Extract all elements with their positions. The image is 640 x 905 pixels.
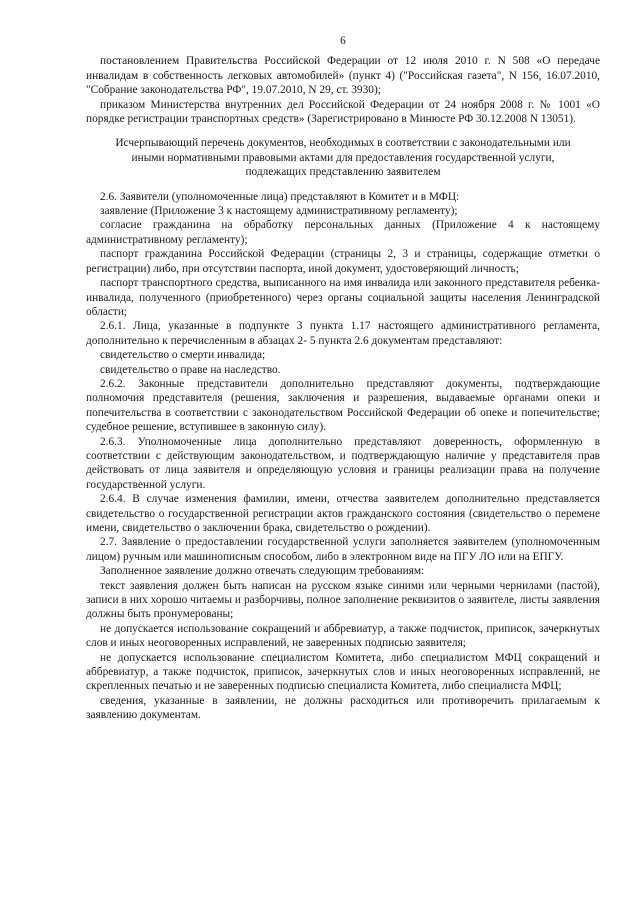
list-item-passport: паспорт гражданина Российской Федерации (страницы 2, 3 и страницы, содержащие отметки о регистрации) либо, при отсутствии паспорта, иной документ, удостоверяющий личность;: [86, 248, 600, 275]
list-item-inheritance-certificate: свидетельство о праве на наследство.: [100, 363, 281, 376]
list-item-death-certificate: свидетельство о смерти инвалида;: [100, 349, 266, 362]
paragraph-requirements-intro: Заполненное заявление должно отвечать следующим требованиям:: [100, 565, 425, 578]
section-heading-line: иными нормативными правовыми актами для предоставления государственной услуги,: [131, 151, 555, 164]
page-number: 6: [340, 35, 346, 47]
section-heading-line: подлежащих представлению заявителем: [245, 166, 441, 179]
list-item-consent: согласие гражданина на обработку персональных данных (Приложение 4 к настоящему административному регламенту);: [86, 219, 600, 246]
paragraph-decree-508: постановлением Правительства Российской Федерации от 12 июля 2010 г. N 508 «О передаче инвалидам в собственность легковых автомобилей» (пункт 4) ("Российская газета", N 156, 16.07.2010, "Собрание законодательства РФ", 19.07.2010, N 29, ст. 3930);: [86, 55, 600, 97]
requirement-specialist: не допускается использование специалистом Комитета, либо специалистом МФЦ сокращений и аббревиатур, а также подчисток, приписок, зачеркнутых слов и иных неоговоренных исправлений, не скрепленных печатью и не заверенных подписью специалиста Комитета, либо специалиста МФЦ;: [86, 651, 600, 693]
list-item-vehicle-passport: паспорт транспортного средства, выписанного на имя инвалида или законного представителя ребенка-инвалида, полученного (приобретенного) через органы социальной защиты населения Ленинградской области;: [86, 277, 600, 318]
paragraph-2-6-2: 2.6.2. Законные представители дополнительно представляют документы, подтверждающие полномочия представителя (решения, заключения и разрешения, выдаваемые органами опеки и попечительства в соответствии с законодательством Российской Федерации об опеке и попечительстве; судебное решение, вступившее в законную силу).: [86, 377, 600, 434]
section-heading: [86, 136, 600, 179]
paragraph-2-6: 2.6. Заявители (уполномоченные лица) представляют в Комитет и в МФЦ:: [100, 190, 460, 203]
paragraph-order-1001: приказом Министерства внутренних дел Российской Федерации от 24 ноября 2008 г. № 1001 «О порядке регистрации транспортных средств» (Зарегистрировано в Минюсте РФ 30.12.2008 N 13051).: [86, 98, 600, 126]
paragraph-2-6-1: 2.6.1. Лица, указанные в подпункте 3 пункта 1.17 настоящего административного регламента, дополнительно к перечисленным в абзацах 2- 5 пункта 2.6 документам представляют:: [86, 320, 600, 347]
list-item-application: заявление (Приложение 3 к настоящему административному регламенту);: [100, 205, 458, 218]
requirement-consistency: сведения, указанные в заявлении, не должны расходиться или противоречить прилагаемым к заявлению документам.: [86, 694, 600, 722]
section-heading-line: Исчерпывающий перечень документов, необходимых в соответствии с законодательными или: [115, 137, 571, 150]
paragraph-2-6-3: 2.6.3. Уполномоченные лица дополнительно представляют доверенность, оформленную в соответствии с действующим законодательством, и подтверждающую наличие у представителя прав действовать от лица заявителя и определяющую условия и границы реализации права на получение государственной услуги.: [86, 435, 600, 491]
requirement-text: текст заявления должен быть написан на русском языке синими или черными чернилами (пастой), записи в них хорошо читаемы и разборчивы, полное заполнение реквизитов о заявителе, листы заявления должны быть пронумерованы;: [86, 579, 600, 621]
requirement-no-abbreviations: не допускается использование сокращений и аббревиатур, а также подчисток, приписок, зачеркнутых слов и иных неоговоренных исправлений, не заверенных подписью заявителя;: [86, 622, 600, 650]
paragraph-2-7: 2.7. Заявление о предоставлении государственной услуги заполняется заявителем (уполномоченным лицом) ручным или машинописным способом, либо в электронном виде на ПГУ ЛО или на ЕПГУ.: [86, 536, 600, 563]
paragraph-2-6-4: 2.6.4. В случае изменения фамилии, имени, отчества заявителем дополнительно представляется свидетельство о государственной регистрации актов гражданского состояния (свидетельство о перемене имени, свидетельство о заключении брака, свидетельство о рождении).: [86, 493, 600, 534]
